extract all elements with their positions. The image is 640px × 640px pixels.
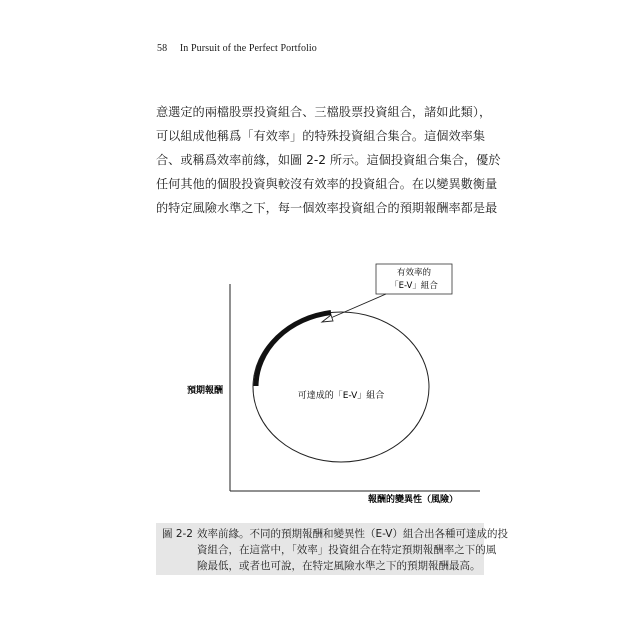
body-line: 合、或稱爲效率前緣，如圖 2-2 所示。這個投資組合集合，優於 (156, 153, 501, 167)
page-number: 58 (157, 43, 168, 54)
body-line: 可以組成他稱爲「有效率」的特殊投資組合集合。這個效率集 (156, 129, 486, 143)
callout-arrow-line (326, 294, 386, 320)
caption-line-2: 資組合，在這當中，「效率」投資組合在特定預期報酬率之下的風 (197, 544, 497, 556)
callout-label-line2: 「E-V」組合 (390, 281, 438, 291)
callout-label-line1: 有效率的 (396, 268, 432, 278)
efficient-frontier-arc (256, 313, 331, 387)
y-axis-label: 預期報酬 (186, 386, 224, 396)
caption-label: 圖 2-2 (162, 528, 193, 540)
x-axis-label: 報酬的變異性（風險） (367, 495, 459, 505)
figure-2-2 (150, 260, 490, 514)
region-label: 可達成的「E-V」組合 (297, 391, 385, 401)
caption-line-1 (162, 526, 508, 542)
body-line: 的特定風險水準之下，每一個效率投資組合的預期報酬率都是最 (156, 201, 498, 215)
body-line: 任何其他的個股投資與較沒有效率的投資組合。在以變異數衡量 (156, 177, 498, 191)
caption-text-1: 效率前緣。不同的預期報酬和變異性（E-V）組合出各種可達成的投 (197, 528, 508, 540)
figure-caption (156, 523, 508, 575)
figure-svg (150, 260, 490, 510)
caption-line-3: 險最低，或者也可說，在特定風險水準之下的預期報酬最高。 (197, 560, 481, 572)
body-paragraph (156, 100, 501, 220)
book-title: In Pursuit of the Perfect Portfolio (179, 43, 317, 54)
body-line: 意選定的兩檔股票投資組合、三檔股票投資組合，諸如此類）， (156, 105, 492, 119)
running-head (157, 43, 317, 54)
